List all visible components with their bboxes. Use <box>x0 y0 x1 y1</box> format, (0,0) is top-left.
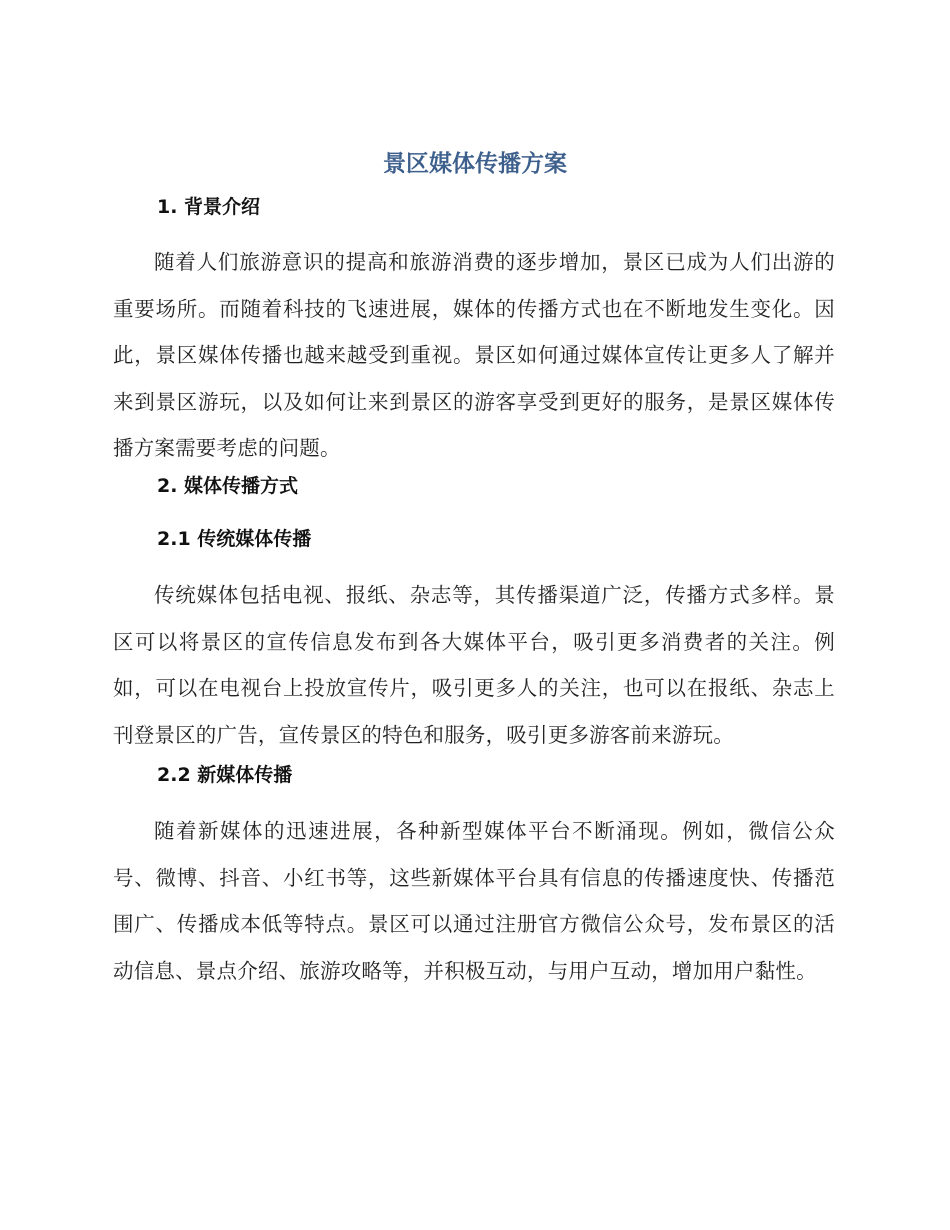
section-heading-media-methods: 2. 媒体传播方式 <box>157 475 299 497</box>
section-heading-traditional-media: 2.1 传统媒体传播 <box>157 528 312 550</box>
section-paragraph-background: 随着人们旅游意识的提高和旅游消费的逐步增加，景区已成为人们出游的重要场所。而随着科技的飞速进展，媒体的传播方式也在不断地发生变化。因此，景区媒体传播也越来越受到重视。景区如何通过媒体宣传让更多人了解并来到景区游玩，以及如何让来到景区的游客享受到更好的服务，是景区媒体传播方案需要考虑的问题。 <box>113 250 835 460</box>
section-paragraph-traditional-media: 传统媒体包括电视、报纸、杂志等，其传播渠道广泛，传播方式多样。景区可以将景区的宣传信息发布到各大媒体平台，吸引更多消费者的关注。例如，可以在电视台上投放宣传片，吸引更多人的关注，也可以在报纸、杂志上刊登景区的广告，宣传景区的特色和服务，吸引更多游客前来游玩。 <box>113 583 835 747</box>
section-heading-new-media: 2.2 新媒体传播 <box>157 764 293 786</box>
section-heading-background: 1. 背景介绍 <box>157 196 261 218</box>
section-paragraph-new-media: 随着新媒体的迅速进展，各种新型媒体平台不断涌现。例如，微信公众号、微博、抖音、小红书等，这些新媒体平台具有信息的传播速度快、传播范围广、传播成本低等特点。景区可以通过注册官方微信公众号，发布景区的活动信息、景点介绍、旅游攻略等，并积极互动，与用户互动，增加用户黏性。 <box>113 819 835 983</box>
document-title: 景区媒体传播方案 <box>383 151 567 177</box>
